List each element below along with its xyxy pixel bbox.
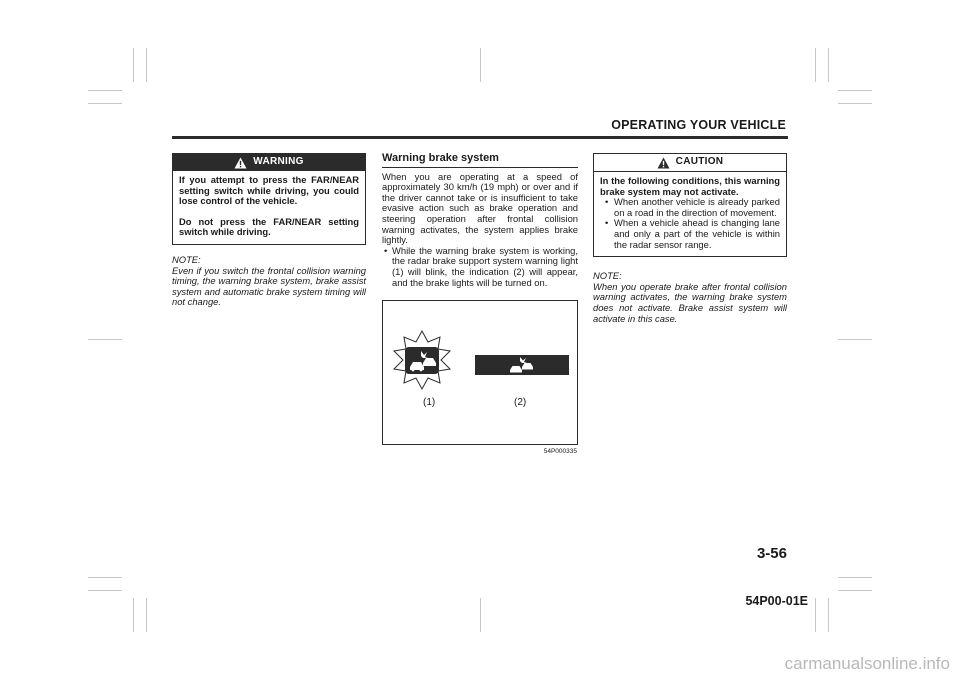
watermark: carmanualsonline.info	[784, 654, 950, 673]
warning-box	[172, 153, 366, 245]
indicator-figure	[382, 300, 578, 456]
warning-paragraph: If you attempt to press the FAR/NEAR setting switch while driving, you could lose control of the vehicle.	[179, 174, 359, 207]
document-code: 54P00-01E	[745, 594, 808, 608]
section-header: OPERATING YOUR VEHICLE	[611, 118, 786, 132]
warning-body	[173, 171, 365, 244]
right-column	[593, 153, 787, 324]
crop-mark	[815, 598, 816, 632]
note-label: NOTE:	[593, 270, 622, 282]
section-paragraph: When you are operating at a speed of approximately 30 km/h (19 mph) or over and if the driver cannot take or is insufficient to take evasive action such as brake operation and steering operation after frontal collision warning activates, the system applies brake lightly.	[382, 170, 578, 246]
crop-mark	[828, 598, 829, 632]
caution-box	[593, 153, 787, 257]
crop-mark	[838, 90, 872, 91]
crop-mark	[146, 598, 147, 632]
caution-triangle-icon	[657, 157, 670, 169]
crop-mark	[838, 577, 872, 578]
crop-mark	[480, 48, 481, 82]
caution-body	[594, 172, 786, 256]
list-item: • While the warning brake system is working, the radar brake support system warning light (1) will blink, the indication (2) will appear, and the brake lights will be turned on.	[382, 246, 578, 288]
caution-intro: In the following conditions, this warning brake system may not activate.	[600, 175, 780, 197]
crop-mark	[838, 103, 872, 104]
crop-mark	[838, 590, 872, 591]
warning-triangle-icon	[234, 157, 247, 169]
note-label: NOTE:	[172, 253, 201, 265]
figure-label-2: (2)	[514, 397, 527, 409]
caution-heading: CAUTION	[675, 156, 724, 168]
crop-mark	[88, 577, 122, 578]
note-text: Even if you switch the frontal collision warning timing, the warning brake system, brake assist system and automatic brake system timing will not change.	[172, 264, 366, 308]
warning-heading-bar	[173, 154, 365, 171]
crop-mark	[88, 103, 122, 104]
crop-mark	[828, 48, 829, 82]
caution-heading-bar	[594, 154, 786, 172]
crop-mark	[88, 590, 122, 591]
figure-code: 54P000335	[543, 448, 577, 456]
warning-paragraph: Do not press the FAR/NEAR setting switch while driving.	[179, 215, 359, 238]
crop-mark	[838, 339, 872, 340]
section-title: Warning brake system	[382, 153, 578, 168]
crop-mark	[146, 48, 147, 82]
note-right	[593, 271, 787, 324]
list-item: • When a vehicle ahead is changing lane and only a part of the vehicle is within the radar sensor range.	[600, 218, 780, 250]
list-item: • When another vehicle is already parked on a road in the direction of movement.	[600, 197, 780, 218]
figure-label-1: (1)	[423, 397, 436, 409]
page-number: 3-56	[756, 545, 787, 562]
header-rule	[172, 136, 788, 139]
crop-mark	[88, 90, 122, 91]
crop-mark	[133, 48, 134, 82]
blinking-warning-light-icon	[394, 331, 450, 389]
middle-column	[382, 152, 578, 456]
crop-mark	[88, 339, 122, 340]
crop-mark	[480, 598, 481, 632]
left-column	[172, 153, 366, 308]
note-left	[172, 255, 366, 308]
note-text: When you operate brake after frontal collision warning activates, the warning brake system does not activate. Brake assist system will activate in this case.	[593, 280, 787, 324]
brake-indication-icon	[475, 355, 569, 375]
indicator-illustration	[383, 301, 577, 444]
caution-bullets	[600, 197, 780, 250]
crop-mark	[133, 598, 134, 632]
warning-heading: WARNING	[253, 156, 304, 168]
crop-mark	[815, 48, 816, 82]
section-bullets	[382, 246, 578, 288]
